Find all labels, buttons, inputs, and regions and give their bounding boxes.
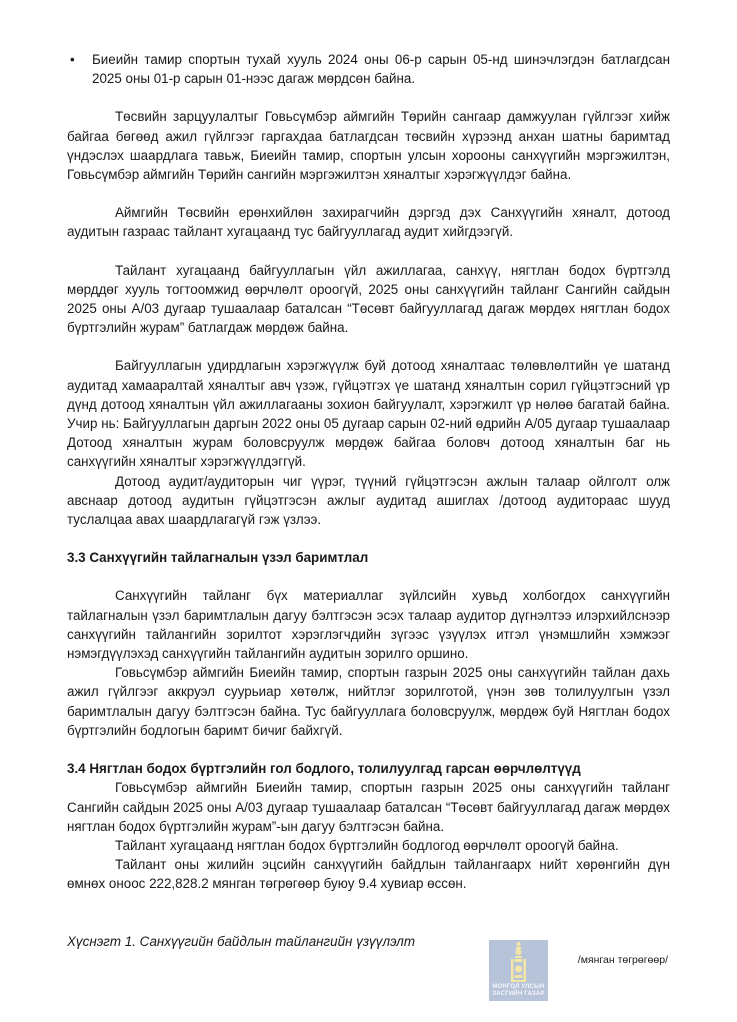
paragraph: Говьсүмбэр аймгийн Биеийн тамир, спортын газрын 2025 оны санхүүгийн тайланг Сангийн сайдын 2025 оны А/03 дугаар тушаалаар баталсан “Төсөвт байгууллагад дагаж мөрдөх нягтлан бодох бүртгэлийн журам”-ын дагуу бэлтгэсэн байна.	[67, 780, 670, 834]
paragraph: Тайлант хугацаанд байгууллагын үйл ажиллагаа, санхүү, нягтлан бодох бүртгэлд мөрддөг хууль тогтоомжид өөрчлөлт ороогүй, 2025 оны санхүүгийн тайланг Сангийн сайдын 2025 оны А/03 дугаар тушаалаар баталсан “Төсөвт байгууллагад дагаж мөрдөх нягтлан бодох бүртгэлийн журам” батлагдаж мөрдөж байна.	[67, 262, 670, 336]
section-heading: 3.4 Нягтлан бодох бүртгэлийн гол бодлого, толилуулгад гарсан өөрчлөлтүүд	[67, 761, 581, 777]
soyombo-emblem-icon	[489, 940, 548, 984]
paragraph: Аймгийн Төсвийн ерөнхийлөн захирагчийн дэргэд дэх Санхүүгийн хяналт, дотоод аудитын газраас тайлант хугацаанд тус байгууллагад аудит хийгдээгүй.	[67, 205, 670, 240]
bullet-text: Биеийн тамир спортын тухай хууль 2024 оны 06-р сарын 05-нд шинэчлэгдэн батлагдсан 2025 оны 01-р сарын 01-нээс дагаж мөрдсөн байна.	[92, 52, 670, 87]
paragraph: Дотоод аудит/аудиторын чиг үүрэг, түүний гүйцэтгэсэн ажлын талаар ойлголт олж авснаар дотоод аудитын гүйцэтгэсэн ажлыг аудитад ашиглах /дотоод аудитораас шууд туслалцаа авах шаардлагагүй гэж үзлээ.	[67, 473, 670, 528]
paragraph: Санхүүгийн тайланг бүх материаллаг зүйлсийн хувьд холбогдох санхүүгийн тайлагналын үзэл баримтлалын дагуу бэлтгэсэн эсэх талаар аудитор дүгнэлтээ илэрхийлснээр санхүүгийн тайлангийн зорилтот хэрэглэгчдийн зүгээс үзүүлэх итгэл үнэмшлийн хэмжээг нэмэгдүүлэхэд санхүүгийн тайлангийн аудитын зорилго оршино.	[67, 588, 670, 662]
paragraph: Төсвийн зарцуулалтыг Говьсүмбэр аймгийн Төрийн сангаар дамжуулан гүйлгээг хийж байгаа бөгөөд ажил гүйлгээг гаргахдаа батлагдсан төсвийн хүрээнд анхан шатны баримтад үндэслэх шаардлага тавьж, Биеийн тамир, спортын улсын хорооны санхүүгийн мэргэжилтэн, Говьсүмбэр аймгийн Төрийн сангийн мэргэжилтэн хяналтыг хэрэгжүүлдэг байна.	[67, 109, 670, 183]
government-logo	[489, 940, 548, 1001]
bullet-item	[67, 50, 670, 88]
unit-label: /мянган төгрөгөөр/	[577, 953, 668, 966]
logo-line1: МОНГОЛ УЛСЫН	[492, 984, 545, 990]
paragraph: Тайлант оны жилийн эцсийн санхүүгийн байдлын тайлангаарх нийт хөрөнгийн дүн өмнөх оноос 222,828.2 мянган төгрөгөөр буюу 9.4 хувиар өссөн.	[67, 857, 670, 892]
paragraph: Говьсүмбэр аймгийн Биеийн тамир, спортын газрын 2025 оны санхүүгийн тайлан дахь ажил гүйлгээг аккруэл суурьиар хөтөлж, нийтлэг зорилготой, үнэн зөв толилуулгын үзэл баримтлалын дагуу бэлтгэсэн байна. Тус байгууллага боловсруулж, мөрдөж буй Нягтлан бодох бүртгэлийн бодлогын баримт бичиг байхгүй.	[67, 665, 670, 738]
section-heading: 3.3 Санхүүгийн тайлагналын үзэл баримтлал	[67, 550, 369, 566]
logo-line2: ЗАСГИЙН ГАЗАР	[492, 991, 545, 997]
table-caption: Хүснэгт 1. Санхүүгийн байдлын тайлангийн үзүүлэлт	[67, 933, 415, 949]
document-page	[67, 50, 670, 970]
bullet-icon: •	[70, 52, 75, 67]
paragraph: Тайлант хугацаанд нягтлан бодох бүртгэлийн бодлогод өөрчлөлт ороогүй байна.	[115, 837, 619, 853]
paragraph: Байгууллагын удирдлагын хэрэгжүүлж буй дотоод хяналтаас төлөвлөлтийн үе шатанд аудитад хамааралтай хяналтыг авч үзэж, гүйцэтгэх үе шатанд хяналтын сорил гүйцэтгэсний үр дүнд дотоод хяналтын үйл ажиллагааны зохион байгуулалт, хэрэгжилт үр нөлөө багатай байна. Учир нь: Байгууллагын даргын 2022 оны 05 дугаар сарын 02-ний өдрийн А/05 дугаар тушаалаар Дотоод хяналтын журам боловсруулж мөрдөж байгаа боловч дотоод хяналтын баг нь санхүүгийн хяналтыг хэрэгжүүлдэггүй.	[67, 358, 670, 470]
